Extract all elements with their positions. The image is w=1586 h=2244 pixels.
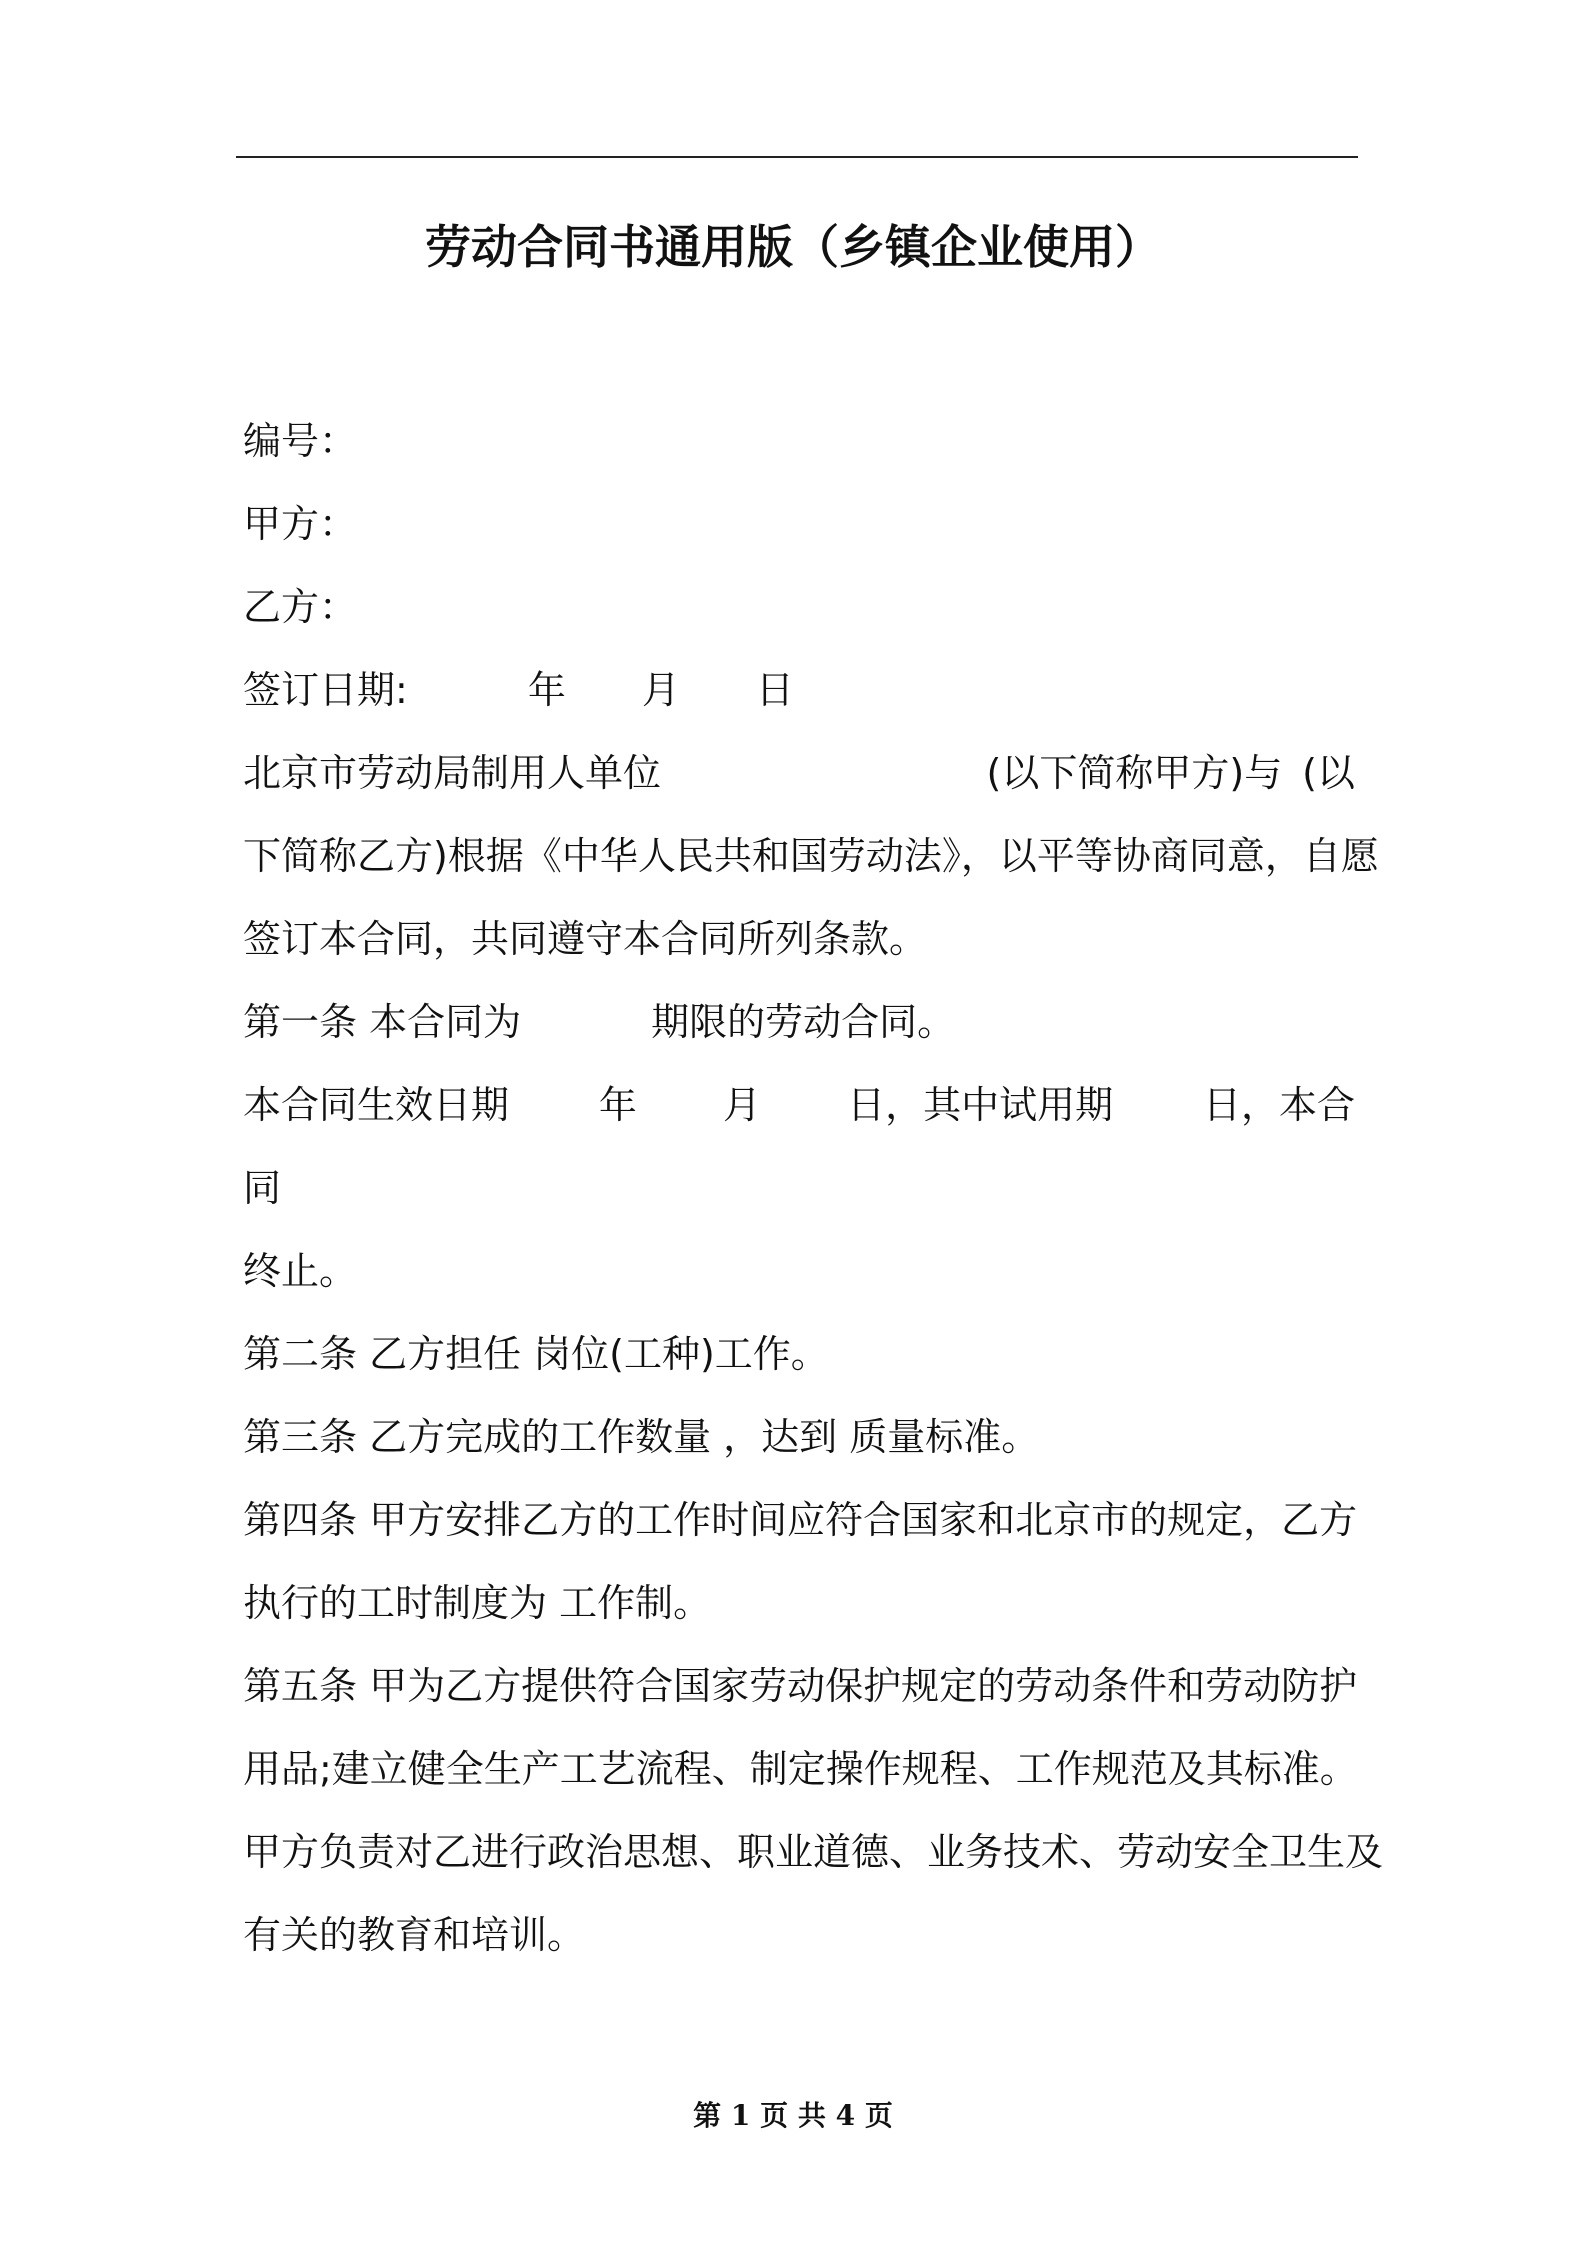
article-1-line-1 <box>243 981 1355 1064</box>
effective-date-label: 本合同生效日期 <box>243 1083 510 1127</box>
article-5-text-2: 用品;建立健全生产工艺流程、制定操作规程、工作规范及其标准。 <box>243 1747 1358 1791</box>
sign-date-year: 年 <box>527 668 566 712</box>
effective-year: 年 <box>598 1083 637 1127</box>
article-2-text: 第二条 乙方担任 岗位(工种)工作。 <box>243 1332 829 1376</box>
sign-date-day: 日 <box>755 668 794 712</box>
party-b-line <box>243 566 1355 649</box>
effective-month: 月 <box>723 1083 762 1127</box>
article-3 <box>243 1396 1355 1479</box>
article-4-text-1: 第四条 甲方安排乙方的工作时间应符合国家和北京市的规定，乙方 <box>243 1498 1358 1542</box>
party-a-label: 甲方： <box>243 502 358 546</box>
intro-employer: 北京市劳动局制用人单位 <box>243 751 662 795</box>
page-footer: 第 1 页 共 4 页 <box>693 2099 893 2132</box>
article-1-line-3 <box>243 1147 1355 1230</box>
article-5-line-3 <box>243 1811 1384 1894</box>
article-5-text-3: 甲方负责对乙进行政治思想、职业道德、业务技术、劳动安全卫生及 <box>243 1830 1384 1874</box>
document-body <box>243 400 1384 1977</box>
number-line <box>243 400 1355 483</box>
article-5-text-1: 第五条 甲为乙方提供符合国家劳动保护规定的劳动条件和劳动防护 <box>243 1664 1358 1708</box>
probation-tail: 日，本合 <box>1203 1083 1356 1127</box>
article-5-line-2 <box>243 1728 1358 1811</box>
article-1-heading: 第一条 本合同为 <box>243 1000 522 1044</box>
article-5-text-4: 有关的教育和培训。 <box>243 1913 586 1957</box>
intro-party-b-note: (以 <box>1302 751 1355 795</box>
probation-label: 日，其中试用期 <box>847 1083 1114 1127</box>
article-1-line-2 <box>243 1064 1355 1147</box>
intro-line-3 <box>243 898 1355 981</box>
intro-party-a-note: (以下简称甲方)与 <box>986 751 1283 795</box>
party-a-line <box>243 483 1355 566</box>
article-1-text-3: 同 <box>243 1166 282 1210</box>
intro-line-1 <box>243 732 1355 815</box>
intro-line-2 <box>243 815 1379 898</box>
header-rule <box>236 156 1358 158</box>
party-b-label: 乙方： <box>243 585 358 629</box>
document-title: 劳动合同书通用版（乡镇企业使用） <box>425 220 1161 274</box>
sign-date-label: 签订日期: <box>243 668 408 712</box>
article-4-text-2: 执行的工时制度为 工作制。 <box>243 1581 712 1625</box>
article-3-text: 第三条 乙方完成的工作数量 ，达到 质量标准。 <box>243 1415 1040 1459</box>
number-label: 编号： <box>243 419 358 463</box>
article-1-text-4: 终止。 <box>243 1249 358 1293</box>
article-5-line-1 <box>243 1645 1358 1728</box>
article-4-line-2 <box>243 1562 1355 1645</box>
article-1-term: 期限的劳动合同。 <box>651 1000 956 1044</box>
article-4-line-1 <box>243 1479 1358 1562</box>
article-2 <box>243 1313 1355 1396</box>
sign-date-month: 月 <box>641 668 680 712</box>
intro-text-3: 签订本合同，共同遵守本合同所列条款。 <box>243 917 928 961</box>
article-1-line-4 <box>243 1230 1355 1313</box>
intro-text-2: 下简称乙方)根据《中华人民共和国劳动法》，以平等协商同意，自愿 <box>243 834 1379 878</box>
sign-date-line <box>243 649 1355 732</box>
article-5-line-4 <box>243 1894 1355 1977</box>
